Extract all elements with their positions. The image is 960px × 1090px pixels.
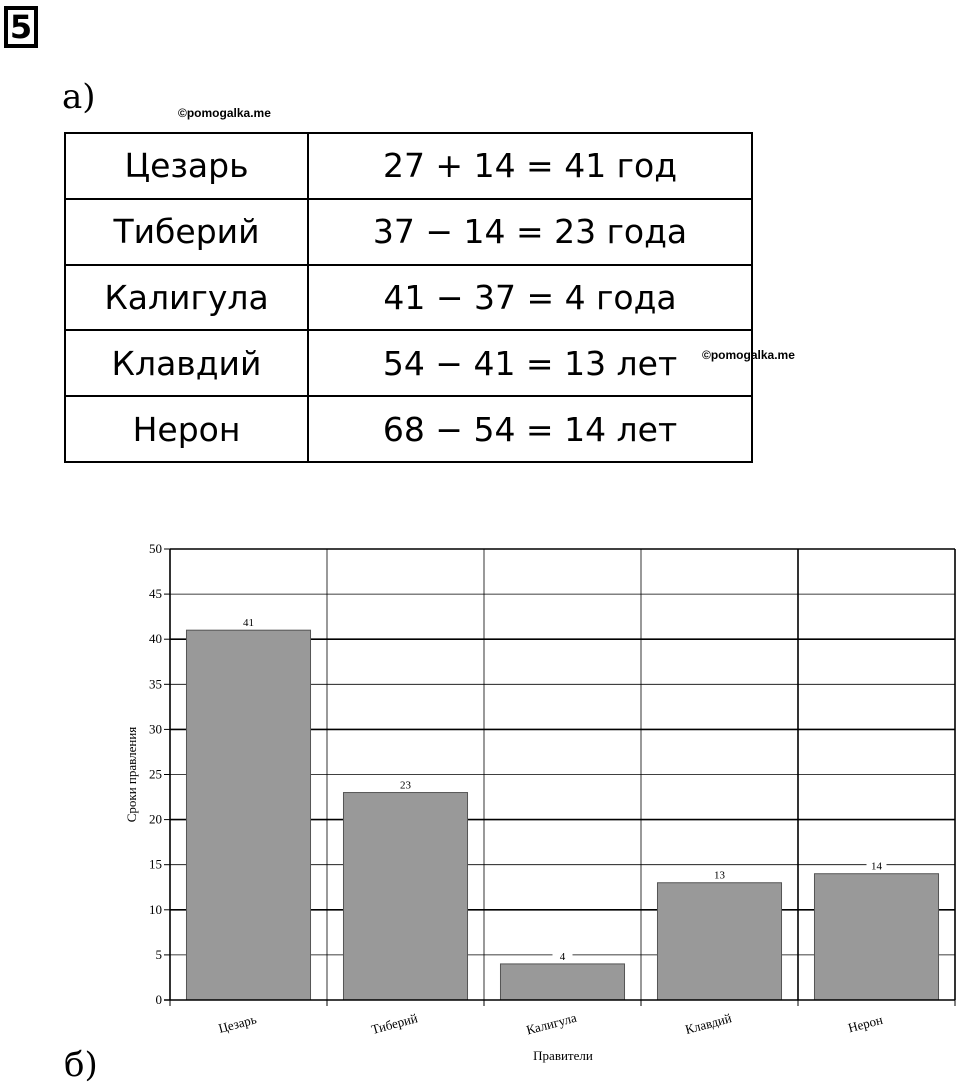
y-axis-title: Сроки правления bbox=[124, 726, 139, 823]
table-row bbox=[65, 265, 752, 331]
task-number-badge: 5 bbox=[4, 6, 38, 48]
bar bbox=[500, 964, 624, 1000]
y-tick-label: 50 bbox=[149, 541, 162, 556]
y-tick-label: 10 bbox=[149, 901, 162, 917]
data-label: 13 bbox=[714, 869, 725, 882]
ruler-name-cell: Клавдий bbox=[65, 330, 308, 396]
y-tick-label: 30 bbox=[149, 721, 162, 737]
category-label: Тиберий bbox=[369, 1010, 420, 1038]
data-label: 4 bbox=[559, 950, 566, 963]
calculation-cell: 68 − 54 = 14 лет bbox=[308, 396, 752, 462]
data-label: 41 bbox=[243, 617, 254, 630]
category-label: Калигула bbox=[524, 1009, 579, 1038]
data-label: 14 bbox=[871, 860, 882, 873]
y-tick-label: 45 bbox=[149, 586, 162, 602]
table-row bbox=[65, 396, 752, 462]
watermark-top: ©pomogalka.me bbox=[178, 106, 271, 120]
part-b-label: б) bbox=[64, 1045, 98, 1085]
ruler-name-cell: Нерон bbox=[65, 396, 308, 462]
bar bbox=[186, 630, 310, 1000]
y-tick-label: 35 bbox=[149, 676, 162, 692]
watermark-middle: ©pomogalka.me bbox=[702, 348, 795, 362]
y-tick-label: 25 bbox=[149, 766, 162, 782]
x-axis-title: Правители bbox=[533, 1048, 593, 1063]
calculation-cell: 41 − 37 = 4 года bbox=[308, 265, 752, 331]
y-tick-label: 0 bbox=[155, 992, 162, 1007]
data-label: 23 bbox=[400, 779, 411, 792]
table-row bbox=[65, 330, 752, 396]
y-tick-label: 15 bbox=[149, 856, 162, 872]
calculation-cell: 54 − 41 = 13 лет bbox=[308, 330, 752, 396]
reign-duration-table bbox=[64, 132, 753, 463]
bar bbox=[343, 793, 467, 1000]
bar bbox=[657, 883, 781, 1000]
chart-bars bbox=[186, 630, 938, 1000]
reign-bar-chart bbox=[0, 530, 960, 1075]
part-a-label: а) bbox=[62, 77, 96, 117]
y-tick-label: 5 bbox=[155, 946, 162, 962]
bar bbox=[814, 874, 938, 1000]
category-label: Нерон bbox=[846, 1011, 885, 1036]
table-row bbox=[65, 199, 752, 265]
ruler-name-cell: Тиберий bbox=[65, 199, 308, 265]
table-row bbox=[65, 133, 752, 199]
y-tick-label: 40 bbox=[149, 631, 162, 647]
calculation-cell: 27 + 14 = 41 год bbox=[308, 133, 752, 199]
ruler-name-cell: Калигула bbox=[65, 265, 308, 331]
category-label: Клавдий bbox=[683, 1010, 734, 1038]
y-tick-label: 20 bbox=[149, 811, 162, 827]
ruler-name-cell: Цезарь bbox=[65, 133, 308, 199]
calculation-cell: 37 − 14 = 23 года bbox=[308, 199, 752, 265]
category-label: Цезарь bbox=[216, 1011, 258, 1036]
